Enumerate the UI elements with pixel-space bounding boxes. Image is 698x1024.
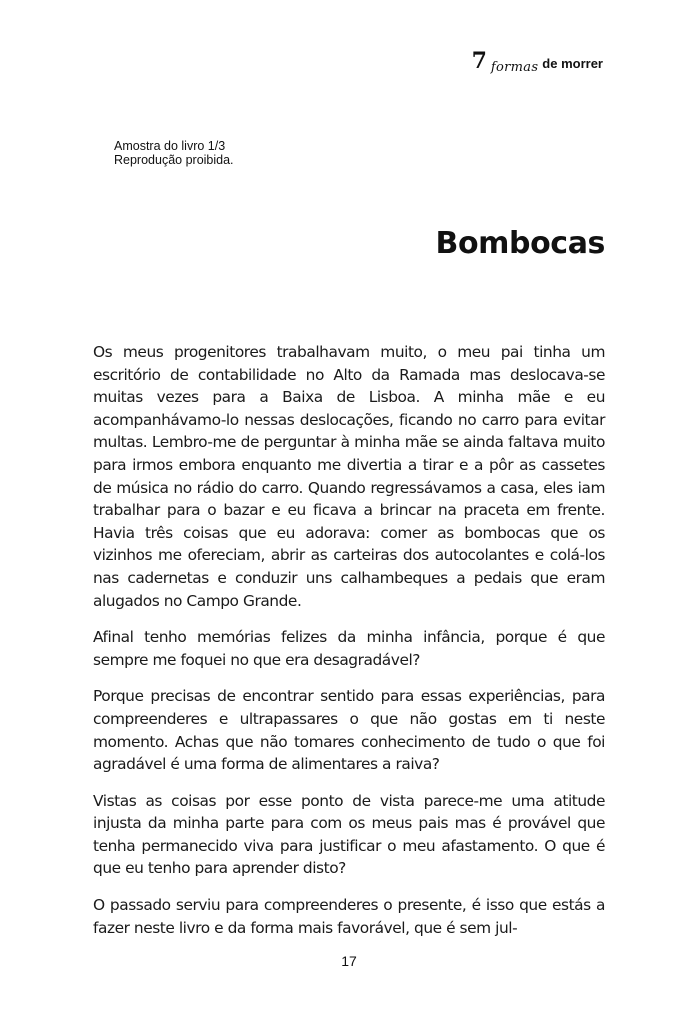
page-number: 17 (341, 953, 357, 969)
running-header (471, 48, 603, 75)
body-text (93, 341, 605, 953)
sample-notice (114, 139, 234, 167)
paragraph: Vistas as coisas por esse ponto de vista parece-me uma atitude injusta da minha parte para com os meus pais mas é provável que tenha permanecido viva para justificar o meu afastamento. O que é que eu tenho para aprender disto? (93, 791, 605, 878)
sample-notice-line-2: Reprodução proibida. (114, 153, 234, 167)
paragraph: O passado serviu para compreenderes o presente, é isso que estás a fazer neste livro e da forma mais favorável, que é sem jul- (93, 896, 605, 937)
header-brand-number: 7 (471, 48, 487, 74)
paragraph: Os meus progenitores trabalhavam muito, o meu pai tinha um escritório de contabilidade no Alto da Ramada mas deslocava-se muitas vezes para a Baixa de Lisboa. A minha mãe e eu acompanhávamo-lo nessas deslocações, ficando no carro para evitar multas. Lembro-me de perguntar à minha mãe se ainda faltava muito para irmos embora enquanto me divertia a tirar e a pôr as cassetes de música no rádio do carro. Quando regressávamos a casa, eles iam trabalhar para o bazar e eu ficava a brincar na praceta em frente. Havia três coisas que eu adorava: comer as bombocas que os vizinhos me ofereciam, abrir as carteiras dos autocolantes e colá-los nas cadernetas e conduzir uns calhambeques a pedais que eram alugados no Campo Grande. (93, 343, 605, 610)
chapter-title: Bombocas (435, 226, 605, 261)
header-brand-script: formas (490, 60, 539, 75)
sample-notice-line-1: Amostra do livro 1/3 (114, 139, 226, 153)
header-brand-rest: de morrer (542, 56, 603, 71)
paragraph: Porque precisas de encontrar sentido para essas experiências, para compreenderes e ultrapassares o que não gostas em ti neste momento. Achas que não tomares conhecimento de tudo o que foi agradável é uma forma de alimentares a raiva? (93, 687, 605, 774)
paragraph: Afinal tenho memórias felizes da minha infância, porque é que sempre me foquei no que era desagradável? (93, 628, 605, 669)
